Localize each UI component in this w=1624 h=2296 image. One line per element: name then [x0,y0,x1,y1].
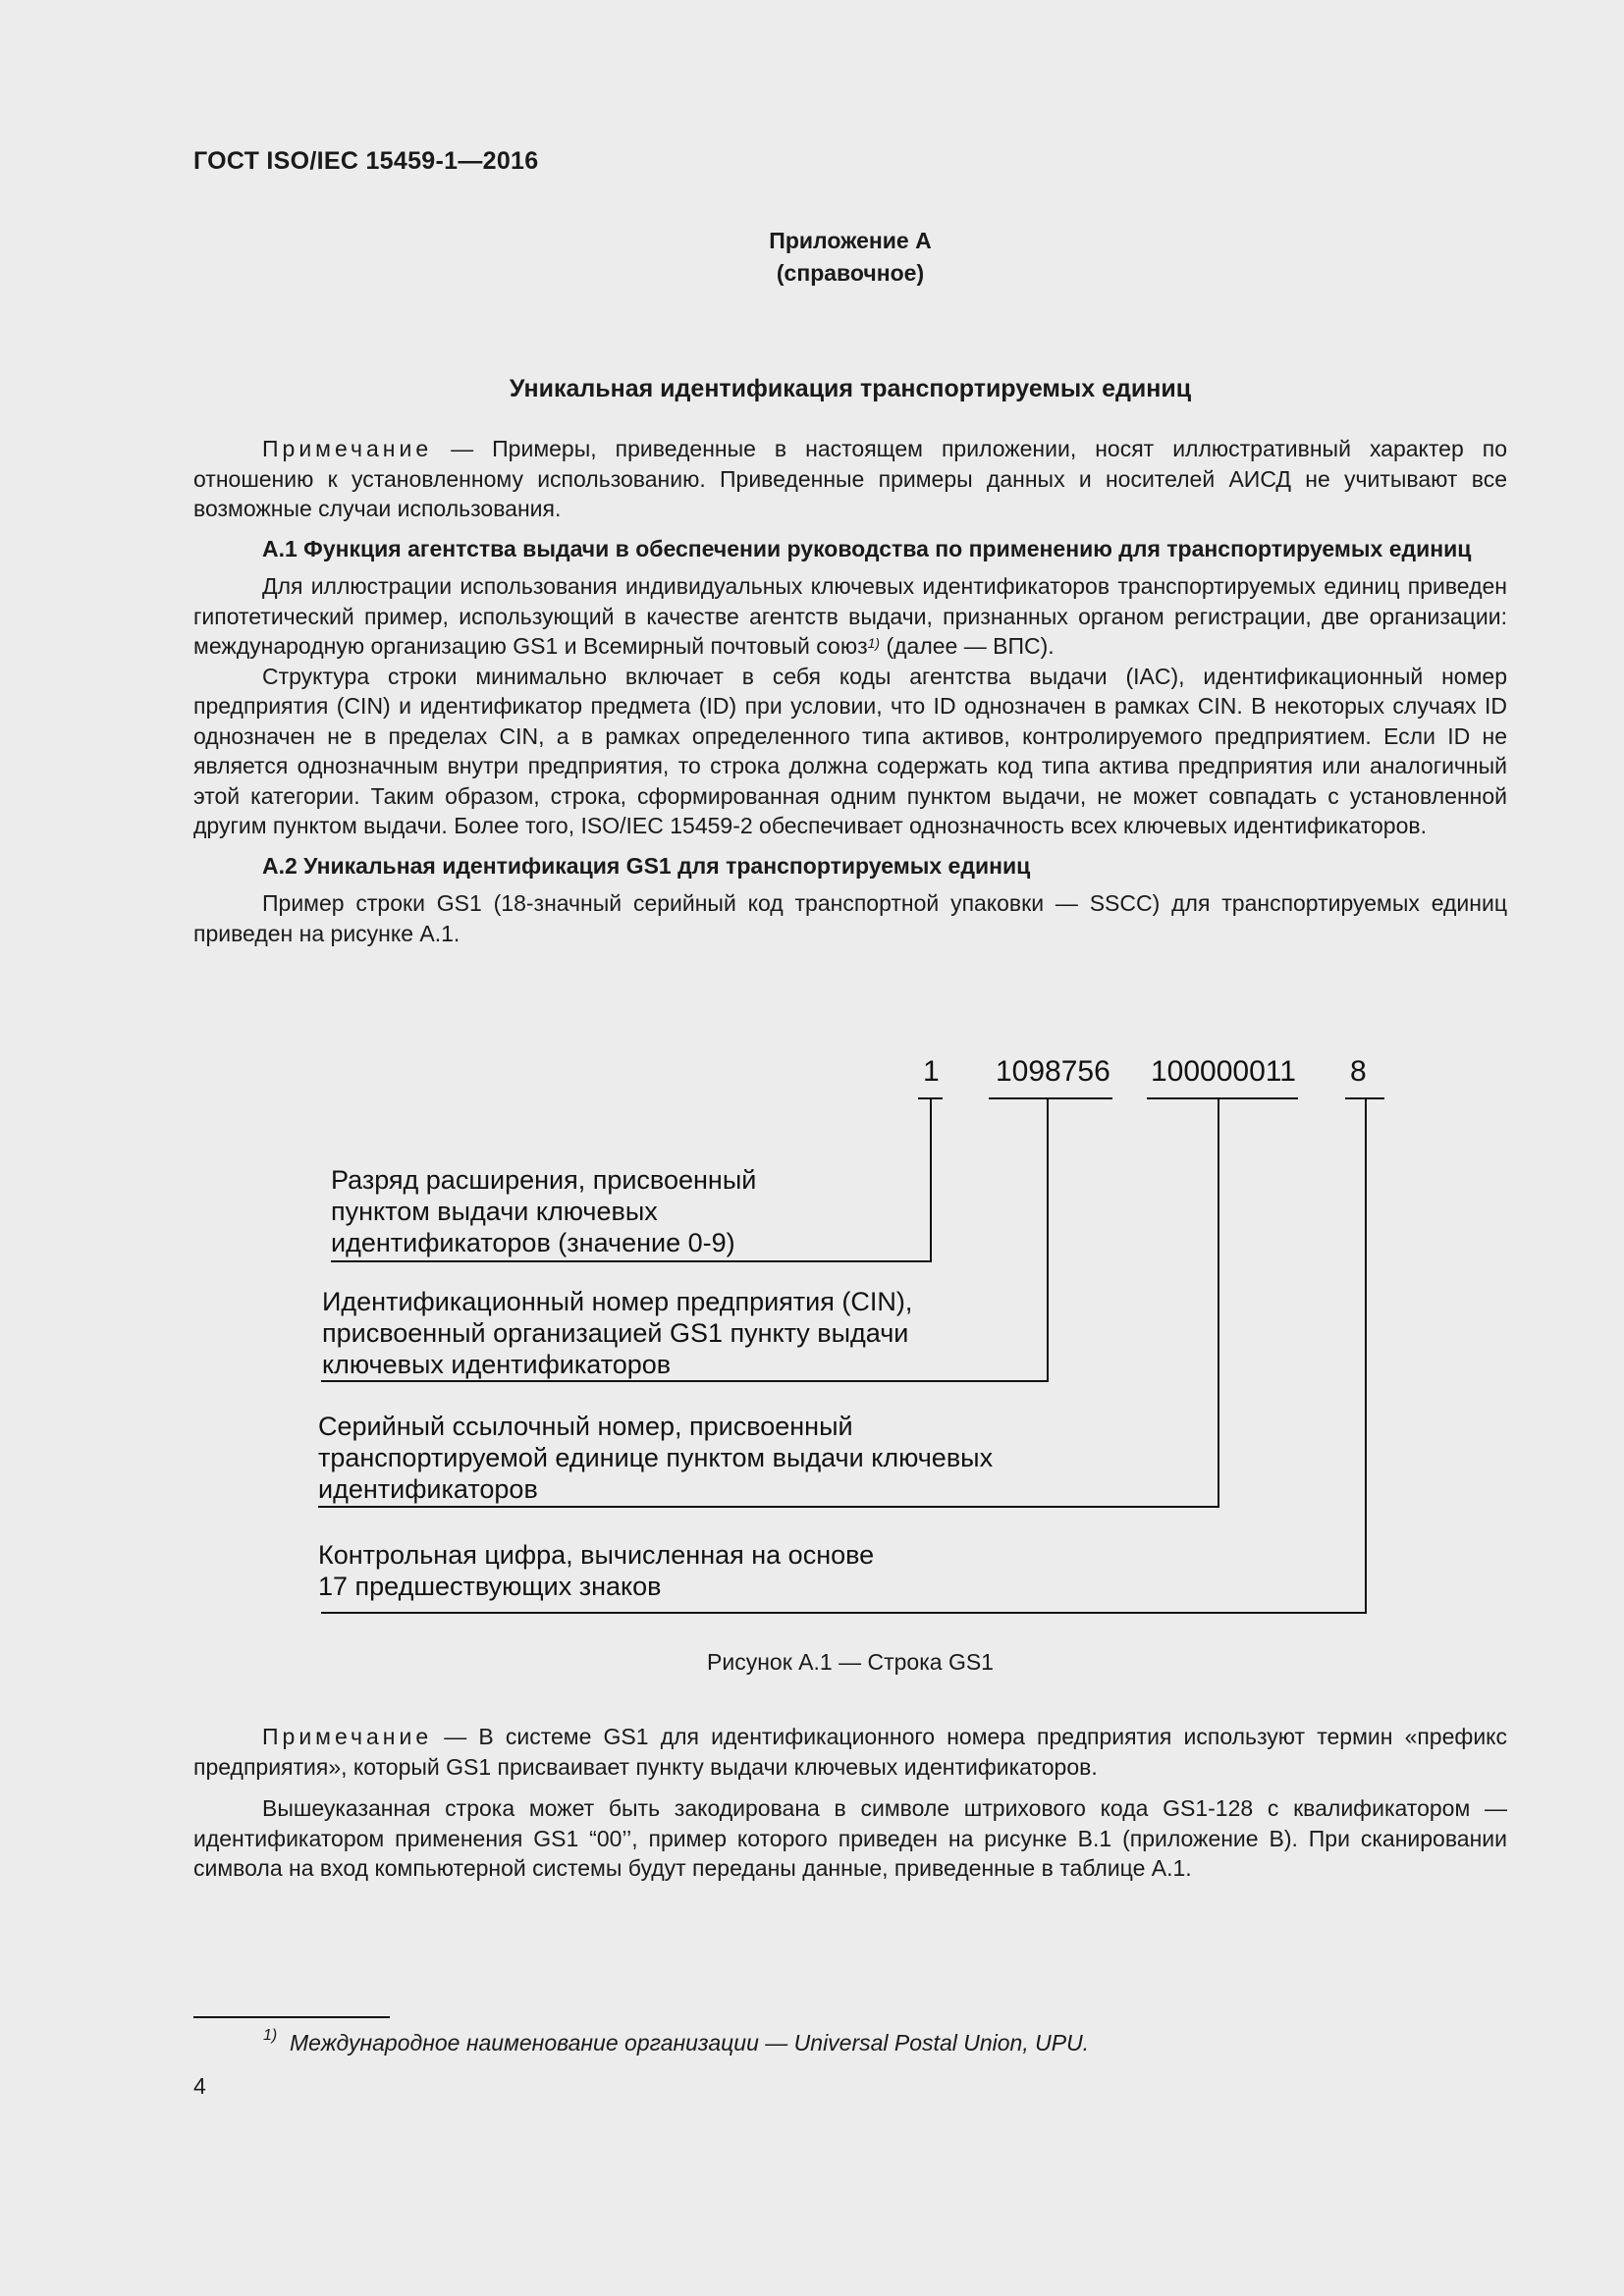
note-label: Примечание [262,436,433,461]
label-line: транспортируемой единице пунктом выдачи ключевых [318,1443,994,1472]
paragraph-text: Для иллюстрации использования индивидуальных ключевых идентификаторов транспортируемых единиц приведен гипотетический пример, использующий в качестве агентств выдачи, признанных органом регистрации, две организации: международную организацию GS1 и Всемирный почтовый союз [193,573,1507,659]
appendix-heading [0,225,1624,290]
label-line: Идентификационный номер предприятия (CIN), [322,1287,913,1316]
main-title: Уникальная идентификация транспортируемых единиц [509,375,1192,402]
underline-check-digit [1345,1097,1384,1099]
label-check-digit [318,1539,874,1602]
figure-number-check-digit: 8 [1350,1055,1367,1088]
appendix-title: Приложение А [769,228,932,253]
label-line: ключевых идентификаторов [322,1350,672,1379]
label-line: присвоенный организацией GS1 пункту выдачи [322,1318,909,1348]
document-header: ГОСТ ISO/IEC 15459-1—2016 [193,147,539,175]
leader-check-digit-vertical [1365,1097,1367,1614]
section-a1-paragraph-1 [193,571,1507,662]
note-2 [193,1722,1507,1782]
leader-cin-horizontal [321,1380,1049,1382]
label-line: 17 предшествующих знаков [318,1572,662,1601]
section-a2-title: А.2 Уникальная идентификация GS1 для транспортируемых единиц [262,852,1031,879]
leader-serial-vertical [1218,1097,1219,1508]
footnote-marker: 1) [263,2027,278,2044]
label-line: идентификаторов (значение 0-9) [331,1228,735,1257]
section-a1-paragraph-2: Структура строки минимально включает в себя коды агентства выдачи (IAC), идентификационный номер предприятия (CIN) и идентификатор предмета (ID) при условии, что ID однозначен в рамках CIN. В некоторых случаях ID однозначен не в пределах CIN, а в рамках определенного типа активов, контролируемого предприятием. Если ID не является однозначным внутри предприятия, то строка должна содержать код типа актива предприятия или аналогичный этой категории. Таким образом, строка, сформированная одним пунктом выдачи, не может совпадать с установленной другим пунктом выдачи. Более того, ISO/IEC 15459-2 обеспечивает однозначность всех ключевых идентификаторов. [193,663,1507,838]
label-serial-reference [318,1411,993,1505]
appendix-type: (справочное) [776,260,925,286]
label-line: идентификаторов [318,1474,538,1504]
underline-serial [1147,1097,1298,1099]
leader-extension-horizontal [331,1260,932,1262]
label-company-number [322,1286,912,1380]
figure-caption: Рисунок А.1 — Строка GS1 [707,1649,994,1675]
footnote-separator [193,2016,390,2018]
leader-extension-vertical [930,1097,932,1262]
section-a1-title: А.1 Функция агентства выдачи в обеспечении руководства по применению для транспортируемых единиц [262,535,1472,561]
text-block-top [193,434,1507,948]
note-label: Примечание [262,1724,433,1749]
footnote [263,2027,1090,2056]
page-number: 4 [193,2073,206,2099]
leader-cin-vertical [1047,1097,1049,1382]
label-line: Контрольная цифра, вычисленная на основе [318,1540,875,1570]
note-text: — В системе GS1 для идентификационного номера предприятия используют термин «префикс предприятия», который GS1 присваивает пункту выдачи ключевых идентификаторов. [193,1724,1507,1780]
footnote-reference: 1) [867,635,881,651]
text-block-bottom [193,1722,1507,1884]
label-line: Серийный ссылочный номер, присвоенный [318,1412,853,1441]
underline-cin [989,1097,1112,1099]
footnote-text: Международное наименование организации — Universal Postal Union, UPU. [290,2030,1090,2056]
section-a2-paragraph-1: Пример строки GS1 (18-значный серийный код транспортной упаковки — SSCC) для транспортируемых единиц приведен на рисунке А.1. [193,890,1507,946]
label-extension-digit [331,1164,756,1258]
final-paragraph: Вышеуказанная строка может быть закодирована в символе штрихового кода GS1-128 с квалификатором — идентификатором применения GS1 “00’’, пример которого приведен на рисунке В.1 (приложение В). При сканировании символа на вход компьютерной системы будут переданы данные, приведенные в таблице А.1. [193,1795,1507,1881]
underline-extension [918,1097,943,1099]
label-line: Разряд расширения, присвоенный [331,1165,757,1195]
leader-check-digit-horizontal [321,1612,1367,1614]
note-1 [193,434,1507,524]
leader-serial-horizontal [318,1506,1219,1508]
note-text: — Примеры, приведенные в настоящем приложении, носят иллюстративный характер по отношению к установленному использованию. Приведенные примеры данных и носителей АИСД не учитывают все возможные случаи использования. [193,436,1507,521]
figure-number-extension: 1 [923,1055,940,1088]
figure-number-cin: 1098756 [996,1055,1110,1088]
label-line: пунктом выдачи ключевых [331,1197,658,1226]
paragraph-tail: (далее — ВПС). [880,633,1055,659]
figure-number-serial: 100000011 [1151,1055,1296,1088]
